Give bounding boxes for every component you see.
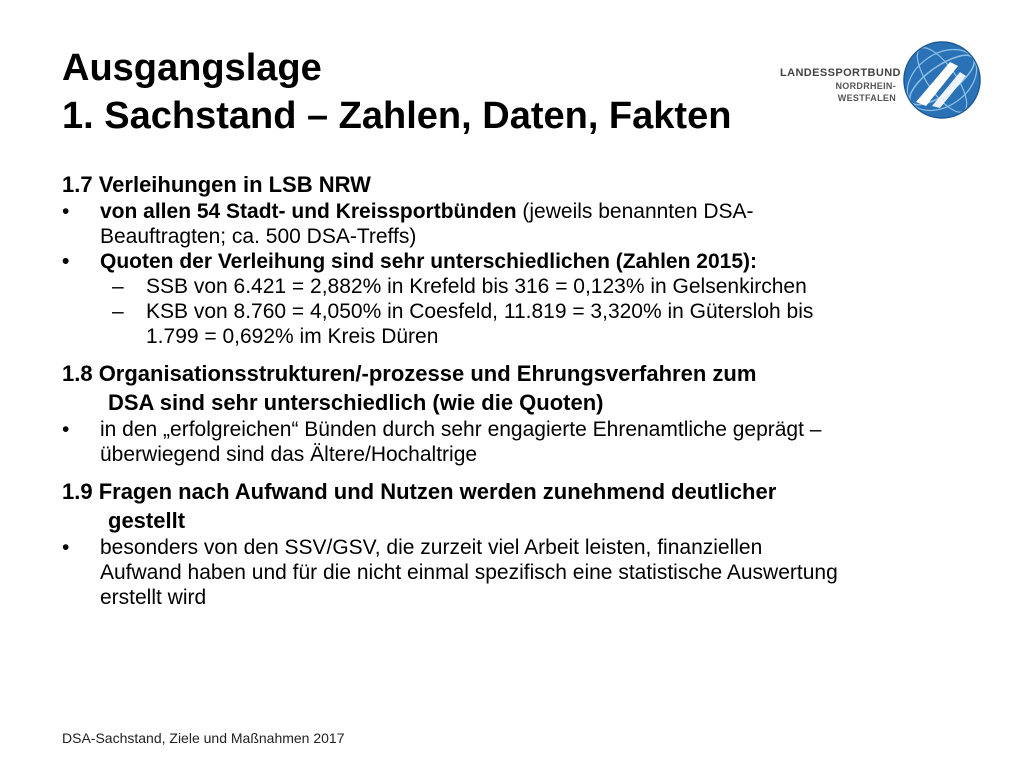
heading-line-2: gestellt (108, 508, 186, 533)
bullet-icon: • (62, 200, 70, 223)
section-1-9-heading (62, 477, 1002, 535)
section-1-7-heading: 1.7 Verleihungen in LSB NRW (62, 172, 371, 197)
list-item (62, 249, 1002, 274)
bullet-bold-text: von allen 54 Stadt- und Kreissportbünden (100, 200, 517, 223)
sub-list-item (62, 274, 1002, 299)
heading-line-2: DSA sind sehr unterschiedlich (wie die Quoten) (108, 390, 604, 415)
bullet-icon: • (62, 418, 70, 441)
list-item (62, 417, 1002, 467)
bullet-icon: • (62, 250, 70, 273)
slide-footer: DSA-Sachstand, Ziele und Maßnahmen 2017 (62, 730, 345, 746)
logo-text (780, 66, 901, 104)
lsb-nrw-logo (780, 40, 985, 122)
title-line-2: 1. Sachstand – Zahlen, Daten, Fakten (62, 95, 732, 137)
sub-item-text-line-2: 1.799 = 0,692% im Kreis Düren (146, 325, 439, 348)
sub-list-item (62, 299, 1002, 349)
sub-item-text: SSB von 6.421 = 2,882% in Krefeld bis 316 = 0,123% in Gelsenkirchen (146, 275, 807, 298)
logo-globe-icon (902, 40, 982, 120)
list-item (62, 199, 1002, 249)
bullet-text: Quoten der Verleihung sind sehr unterschiedlichen (Zahlen 2015): (100, 250, 757, 273)
logo-line-1: LANDESSPORTBUND (780, 67, 901, 79)
list-item (62, 535, 1002, 610)
slide-title (62, 44, 731, 140)
dash-icon: – (112, 300, 124, 323)
bullet-text: besonders von den SSV/GSV, die zurzeit viel Arbeit leisten, finanziellen (100, 536, 763, 559)
title-line-1: Ausgangslage (62, 47, 322, 89)
heading-line-1: 1.9 Fragen nach Aufwand und Nutzen werden zunehmend deutlicher (62, 479, 777, 504)
bullet-text-line-2: Aufwand haben und für die nicht einmal spezifisch eine statistische Auswertung (100, 561, 838, 584)
dash-icon: – (112, 275, 124, 298)
bullet-text: in den „erfolgreichen“ Bünden durch sehr engagierte Ehrenamtliche geprägt – (100, 418, 822, 441)
slide-body (62, 170, 1002, 610)
section-1-8-heading (62, 359, 1002, 417)
bullet-icon: • (62, 536, 70, 559)
logo-line-2: NORDRHEIN-WESTFALEN (835, 81, 896, 103)
sub-item-text: KSB von 8.760 = 4,050% in Coesfeld, 11.819 = 3,320% in Gütersloh bis (146, 300, 814, 323)
heading-line-1: 1.8 Organisationsstrukturen/-prozesse und Ehrungsverfahren zum (62, 361, 757, 386)
bullet-text-line-2: Beauftragten; ca. 500 DSA-Treffs) (100, 225, 417, 248)
bullet-text-line-3: erstellt wird (100, 586, 207, 609)
bullet-text-line-2: überwiegend sind das Ältere/Hochaltrige (100, 443, 478, 466)
bullet-text: (jeweils benannten DSA- (516, 200, 754, 223)
